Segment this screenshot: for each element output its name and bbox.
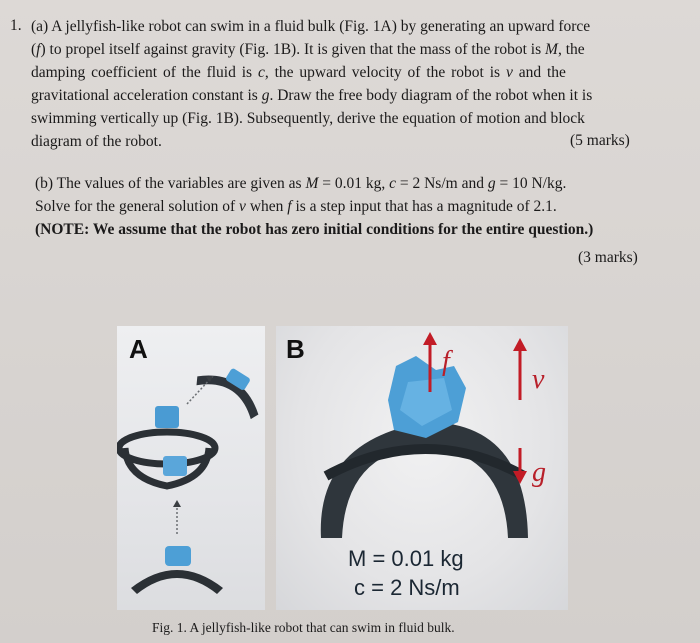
panel-b-label: B <box>286 334 305 364</box>
mass-label: M = 0.01 kg <box>348 546 464 571</box>
figure-panel-b <box>276 326 568 610</box>
robot-pose-bottom <box>131 546 223 594</box>
panel-a-label: A <box>129 334 148 364</box>
figure-caption: Fig. 1. A jellyfish-like robot that can swim in fluid bulk. <box>152 620 455 635</box>
robot-pose-middle <box>119 406 215 486</box>
robot-pose-top <box>193 354 265 421</box>
part-a-line-6: diagram of the robot. <box>31 133 162 150</box>
part-a-line-1: (a) A jellyfish-like robot can swim in a fluid bulk (Fig. 1A) by generating an upward force <box>31 18 591 35</box>
gravity-symbol: g <box>532 457 546 488</box>
part-a-line-3: damping coefficient of the fluid is c, the upward velocity of the robot is v and the <box>31 64 566 81</box>
figure-panel-a <box>117 326 265 610</box>
part-a-line-5: swimming vertically up (Fig. 1B). Subsequently, derive the equation of motion and block <box>31 110 585 127</box>
question-number: 1. <box>10 17 22 34</box>
part-b-marks: (3 marks) <box>578 249 638 266</box>
part-b-note: (NOTE: We assume that the robot has zero initial conditions for the entire question.) <box>35 221 594 238</box>
velocity-symbol: v <box>532 364 545 395</box>
velocity-arrow <box>513 338 527 400</box>
part-b-line-1: (b) The values of the variables are given as M = 0.01 kg, c = 2 Ns/m and g = 10 N/kg. <box>35 175 567 192</box>
robot-bell <box>321 422 528 538</box>
part-a-line-2: (f) to propel itself against gravity (Fig. 1B). It is given that the mass of the robot is M, the <box>31 41 585 58</box>
robot-sequence-illustration <box>117 326 265 610</box>
damping-label: c = 2 Ns/m <box>354 575 460 600</box>
force-symbol: f <box>442 346 450 377</box>
part-a-marks: (5 marks) <box>570 132 630 149</box>
part-b-line-2: Solve for the general solution of v when f is a step input that has a magnitude of 2.1. <box>35 198 557 215</box>
part-a-line-4: gravitational acceleration constant is g. Draw the free body diagram of the robot when it is <box>31 87 593 104</box>
